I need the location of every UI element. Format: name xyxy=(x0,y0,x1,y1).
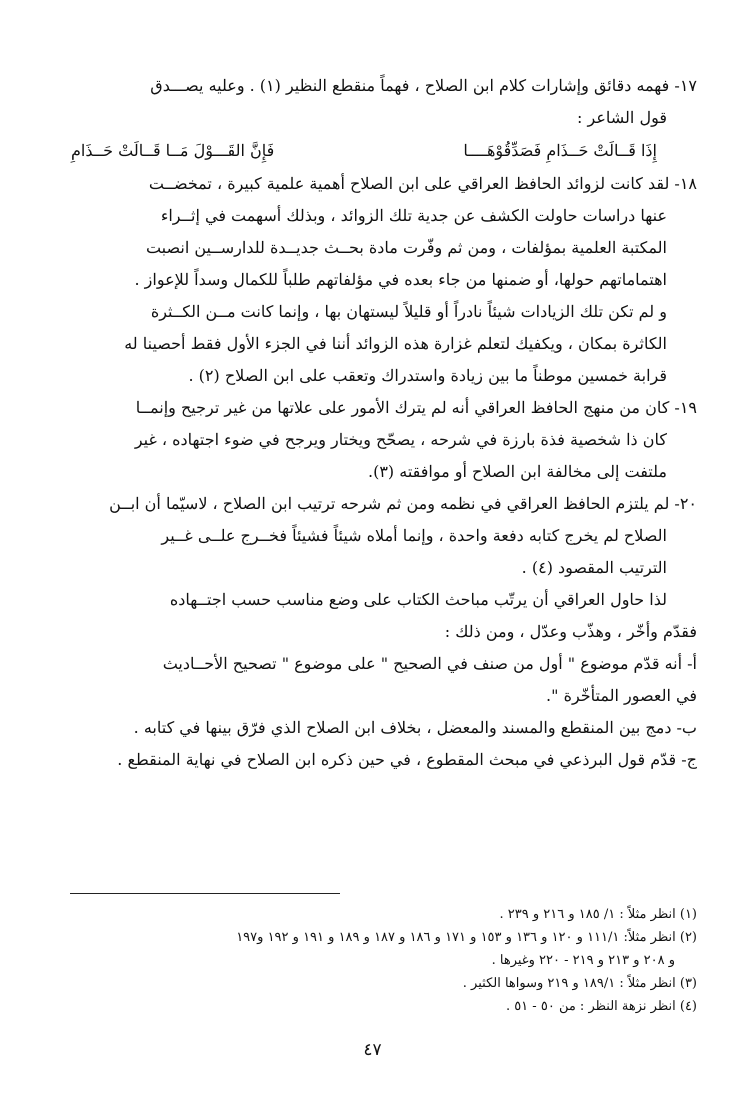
paragraph-18-line-7: قرابة خمسين موطناً ما بين زيادة واستدراك وتعقب على ابن الصلاح (٢) . xyxy=(188,366,667,385)
footnote-1: (١) انظر مثلاً : ١/ ١٨٥ و ٢١٦ و ٢٣٩ . xyxy=(499,907,697,922)
footnote-separator xyxy=(70,893,340,894)
list-item-c: ج- قدّم قول البرذعي في مبحث المقطوع ، في حين ذكره ابن الصلاح في نهاية المنقطع . xyxy=(117,750,697,769)
footnote-2-continuation: و ٢٠٨ و ٢١٣ و ٢١٩ - ٢٢٠ وغيرها . xyxy=(491,953,675,968)
paragraph-17-line-1: ١٧- فهمه دقائق وإشارات كلام ابن الصلاح ، فهماً منقطع النظير (١) . وعليه يصـــدق xyxy=(150,76,697,95)
paragraph-17-line-2: قول الشاعر : xyxy=(577,108,667,127)
paragraph-20-line-1: ٢٠- لم يلتزم الحافظ العراقي في نظمه ومن ثم شرحه ترتيب ابن الصلاح ، لاسيّما أن ابــن xyxy=(109,494,697,513)
main-text xyxy=(43,70,697,776)
paragraph-18-line-3: المكتبة العلمية بمؤلفات ، ومن ثم وفّرت مادة بحــث جديــدة للدارســين انصبت xyxy=(145,238,667,257)
poem-verse xyxy=(43,134,697,168)
paragraph-19-line-2: كان ذا شخصية فذة بارزة في شرحه ، يصحّح ويختار ويرجح في ضوء اجتهاده ، غير xyxy=(134,430,667,449)
poem-hemistich-right: إِذَا قَــالَتْ حَــذَامِ فَصَدِّقُوْهَــــا xyxy=(463,141,657,160)
page-number: ٤٧ xyxy=(363,1040,382,1060)
list-item-b: ب- دمج بين المنقطع والمسند والمعضل ، بخلاف ابن الصلاح الذي فرّق بينها في كتابه . xyxy=(133,718,697,737)
paragraph-20-line-3: الترتيب المقصود (٤) . xyxy=(521,558,667,577)
paragraph-19-line-3: ملتفت إلى مخالفة ابن الصلاح أو موافقته (٣). xyxy=(368,462,667,481)
paragraph-18-line-6: الكاثرة بمكان ، ويكفيك لتعلم غزارة هذه الزوائد أننا في الجزء الأول فقط أحصينا له xyxy=(124,334,667,353)
poem-hemistich-left: فَإِنَّ القَـــوْلَ مَــا قَــالَتْ حَــذَامِ xyxy=(71,141,275,160)
footnotes xyxy=(43,903,697,1018)
footnote-4: (٤) انظر نزهة النظر : من ٥٠ - ٥١ . xyxy=(505,999,697,1014)
paragraph-intro-line-2: فقدّم وأخّر ، وهذّب وعدّل ، ومن ذلك : xyxy=(444,622,697,641)
list-item-a-line-2: في العصور المتأخّرة ". xyxy=(546,686,697,705)
paragraph-18-line-1: ١٨- لقد كانت لزوائد الحافظ العراقي على ابن الصلاح أهمية علمية كبيرة ، تمخضــت xyxy=(148,174,697,193)
paragraph-20-line-2: الصلاح لم يخرج كتابه دفعة واحدة ، وإنما أملاه شيئاً فشيئاً فخــرج علــى غــير xyxy=(161,526,667,545)
paragraph-18-line-4: اهتماماتهم حولها، أو ضمنها من جاء بعده في مؤلفاتهم طلباً للكمال وسداً للإعواز . xyxy=(134,270,667,289)
footnote-2: (٢) انظر مثلاً: ١١١/١ و ١٢٠ و ١٣٦ و ١٥٣ و ١٧١ و ١٨٦ و ١٨٧ و ١٨٩ و ١٩١ و ١٩٢ و١٩٧ xyxy=(236,930,697,945)
list-item-a-line-1: أ- أنه قدّم موضوع " أول من صنف في الصحيح " على موضوع " تصحيح الأحــاديث xyxy=(162,654,697,673)
paragraph-18-line-5: و لم تكن تلك الزيادات شيئاً نادراً أو قليلاً ليستهان بها ، وإنما كانت مــن الكــثرة xyxy=(150,302,667,321)
footnote-3: (٣) انظر مثلاً : ١٨٩/١ و ٢١٩ وسواها الكثير . xyxy=(462,976,697,991)
paragraph-18-line-2: عنها دراسات حاولت الكشف عن جدية تلك الزوائد ، وبذلك أسهمت في إثــراء xyxy=(160,206,667,225)
paragraph-19-line-1: ١٩- كان من منهج الحافظ العراقي أنه لم يترك الأمور على علاتها من غير ترجيح وإنمــا xyxy=(135,398,697,417)
paragraph-intro-line-1: لذا حاول العراقي أن يرتّب مباحث الكتاب على وضع مناسب حسب اجتــهاده xyxy=(169,590,667,609)
